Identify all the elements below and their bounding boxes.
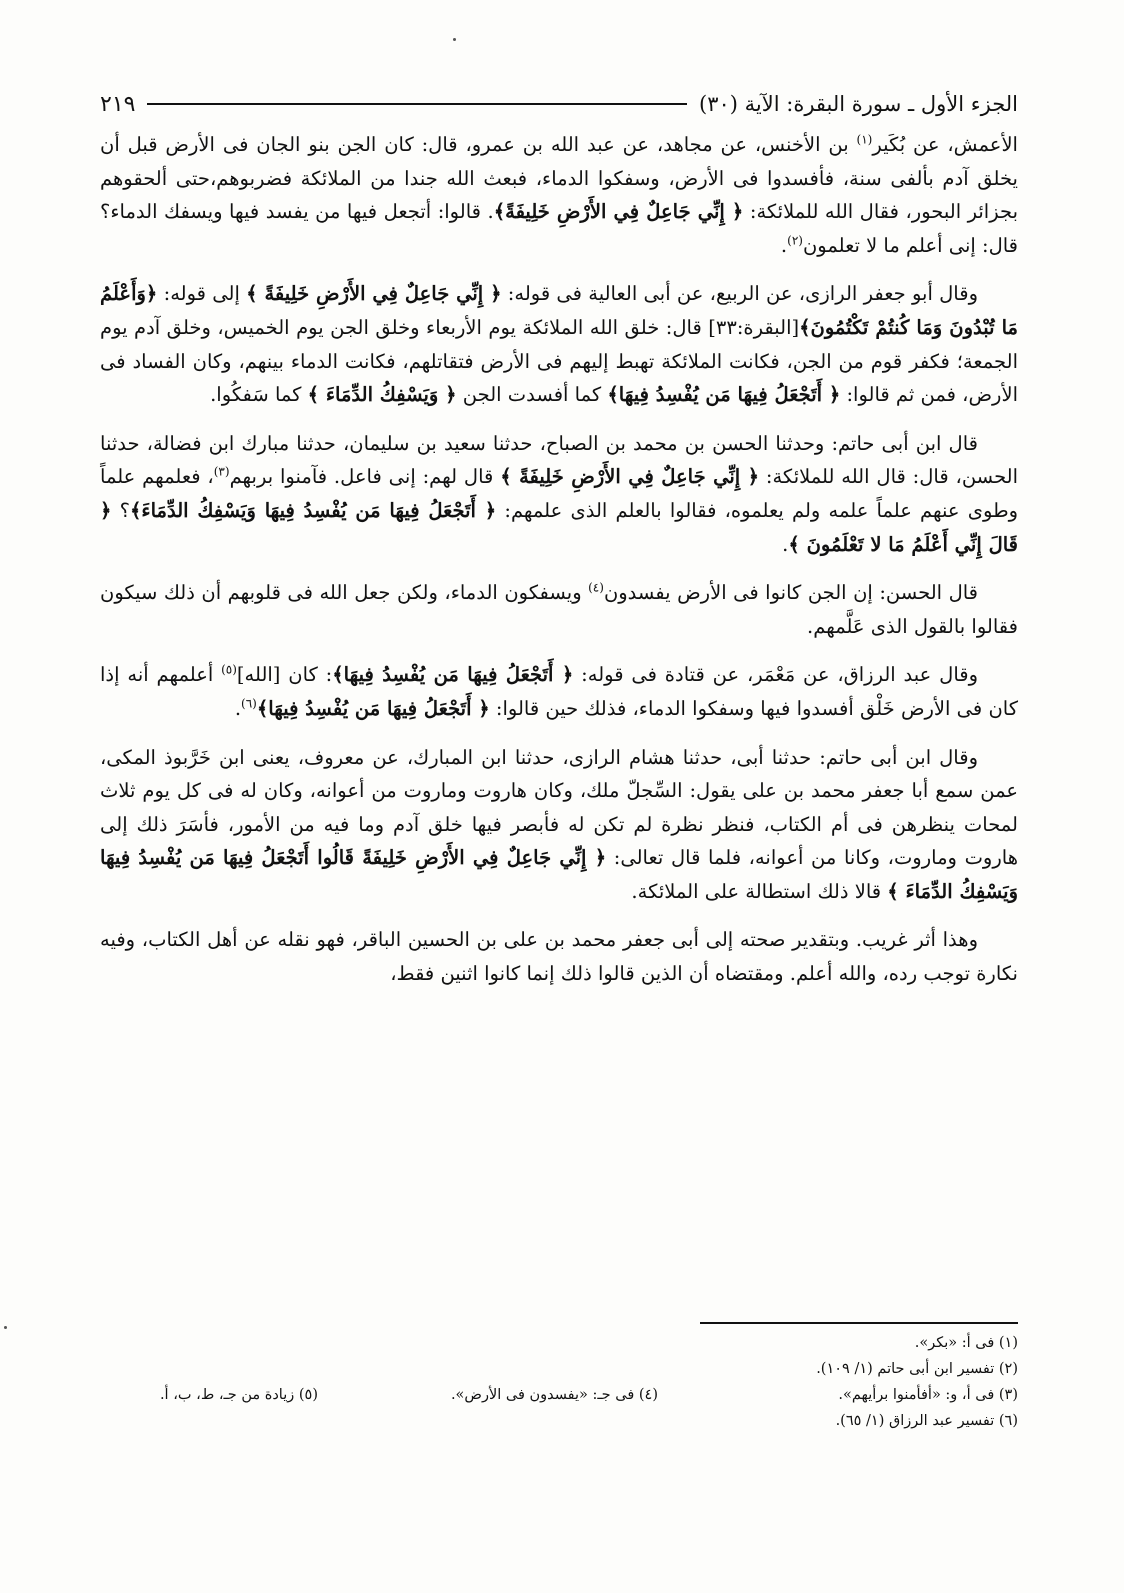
text-run: ، فعلمهم علماً وطوى عنهم علماً علمه ولم يعلموه، فقالوا بالعلم الذى علمهم: bbox=[100, 465, 1019, 522]
text-run: وهذا أثر غريب. وبتقدير صحته إلى أبى جعفر محمد بن على بن الحسين الباقر، فهو نقله عن أهل الكتاب، وفيه نكارة توجب رده، والله أعلم. ومقتضاه أن الذين قالوا ذلك إنما كانوا اثنين فقط، bbox=[100, 928, 1018, 986]
footnote-4: (٤) فى جـ: «يفسدون فى الأرض». bbox=[450, 1387, 658, 1403]
paragraph bbox=[100, 576, 1018, 643]
text-run: . bbox=[780, 233, 788, 257]
text-run: [البقرة:٣٣] قال: خلق الله الملائكة يوم الأربعاء وخلق الجن يوم الخميس، وخلق آدم يوم الجمعة؛ فكفر قوم من الجن، فكانت الملائكة تهبط إليهم فى الأرض فتقاتلهم، فكانت الدماء بينهم، وكان الفساد فى الأرض، فمن ثم قالوا: bbox=[100, 315, 1018, 407]
quran-quote: ﴿ إِنِّي جَاعِلٌ فِي الأَرْضِ خَلِيفَةً ﴾ bbox=[246, 282, 502, 306]
quran-quote: ﴿ وَيَسْفِكُ الدِّمَاءَ ﴾ bbox=[307, 383, 457, 407]
quran-quote: ﴿ قَالَ إِنِّي أَعْلَمُ مَا لا تَعْلَمُونَ ﴾ bbox=[100, 498, 1018, 556]
text-run: وقال أبو جعفر الرازى، عن الربيع، عن أبى العالية فى قوله: bbox=[501, 282, 978, 306]
scan-speck bbox=[453, 38, 456, 41]
quran-quote: ﴿وَأَعْلَمُ مَا تُبْدُونَ وَمَا كُنتُمْ تَكْتُمُونَ﴾ bbox=[100, 282, 1018, 339]
text-run: قال ابن أبى حاتم: وحدثنا الحسن بن محمد بن الصباح، حدثنا سعيد بن سليمان، حدثنا مبارك ابن فضالة، حدثنا الحسن، قال: قال الله للملائكة: bbox=[100, 431, 1019, 489]
paragraph bbox=[100, 128, 1018, 262]
text-run: ؟ bbox=[111, 498, 130, 522]
footnote-ref: (٣) bbox=[213, 464, 230, 479]
footnote-ref: (٢) bbox=[787, 233, 803, 248]
quran-quote: ﴿ أَتَجْعَلُ فِيهَا مَن يُفْسِدُ فِيهَا﴾ bbox=[256, 696, 490, 720]
footnote-ref: (٦) bbox=[241, 696, 257, 711]
paragraph bbox=[100, 741, 1018, 909]
text-run: . bbox=[234, 696, 242, 720]
footnote-separator bbox=[700, 1322, 1018, 1324]
text-run: الأعمش، عن بُكَير bbox=[872, 133, 1018, 156]
footnote-3: (٣) فى أ، و: «أفأمنوا برأيهم». bbox=[838, 1387, 1018, 1403]
text-run: : كان [الله] bbox=[236, 663, 333, 687]
quran-quote: ﴿ أَتَجْعَلُ فِيهَا مَن يُفْسِدُ فِيهَا﴾ bbox=[607, 383, 841, 407]
text-run: وقال ابن أبى حاتم: حدثنا أبى، حدثنا هشام الرازى، حدثنا ابن المبارك، عن معروف، يعنى ابن خَرَّبوذ المكى، عمن سمع أبا جعفر محمد بن على يقول: السِّجلّ ملك، وكان هاروت وماروت من أعوانه، وكان له فى كل يوم ثلاث لمحات ينظرهن فى أم الكتاب، فنظر نظرة لم تكن له فأبصر فيها خلق آدم وما فيه من الأمور، فأسَرَ ذلك إلى هاروت وماروت، وكانا من أعوانه، فلما قال تعالى: bbox=[100, 745, 1018, 870]
text-run: قالا ذلك استطالة على الملائكة. bbox=[631, 879, 888, 903]
footnote-2: (٢) تفسير ابن أبى حاتم (١/ ١٠٩). bbox=[816, 1361, 1018, 1377]
quran-quote: ﴿ أَتَجْعَلُ فِيهَا مَن يُفْسِدُ فِيهَا وَيَسْفِكُ الدِّمَاءَ﴾ bbox=[130, 498, 497, 522]
footnotes bbox=[100, 1330, 1018, 1434]
footnote-ref: (١) bbox=[856, 132, 873, 147]
text-run: بن الأخنس، عن مجاهد، عن عبد الله بن عمرو، قال: كان الجن بنو الجان فى الأرض قبل أن يخلق آدم بألفى سنة، فأفسدوا فى الأرض، وسفكوا الدماء، فبعث الله جندا من الملائكة فضربوهم،حتى ألحقوهم بجزائر البحور، فقال الله للملائكة: bbox=[100, 133, 1018, 224]
page-number: ٢١٩ bbox=[100, 91, 136, 117]
text-run: قال الحسن: إن الجن كانوا فى الأرض يفسدون bbox=[603, 581, 979, 605]
quran-quote: ﴿ إِنِّي جَاعِلٌ فِي الأَرْضِ خَلِيفَةً﴾ bbox=[493, 200, 744, 224]
text-run: وقال عبد الرزاق، عن مَعْمَر، عن قتادة فى قوله: bbox=[573, 663, 979, 687]
footnote-ref: (٥) bbox=[221, 662, 237, 677]
paragraph bbox=[100, 658, 1018, 725]
text-run: أعلمهم أنه إذا كان فى الأرض خَلْق أفسدوا فيها وسفكوا الدماء، فذلك حين قالوا: bbox=[100, 663, 1018, 720]
main-text bbox=[100, 128, 1018, 991]
header-rule bbox=[147, 103, 687, 105]
quran-quote: ﴿ إِنِّي جَاعِلٌ فِي الأَرْضِ خَلِيفَةً ﴾ bbox=[500, 465, 760, 489]
footnote-5: (٥) زيادة من جـ، ط، ب، أ. bbox=[159, 1387, 318, 1403]
footnote-row bbox=[100, 1382, 1018, 1408]
paragraph bbox=[100, 923, 1018, 990]
footnote-1: (١) فى أ: «بكر». bbox=[914, 1335, 1018, 1351]
text-run: إلى قوله: bbox=[157, 282, 247, 306]
text-run: كما سَفكُوا. bbox=[210, 383, 308, 407]
text-run: . bbox=[782, 532, 789, 556]
scan-speck bbox=[4, 1326, 7, 1329]
text-run: كما أفسدت الجن bbox=[456, 383, 608, 407]
quran-quote: ﴿ إِنِّي جَاعِلٌ فِي الأَرْضِ خَلِيفَةً قَالُوا أَتَجْعَلُ فِيهَا مَن يُفْسِدُ فِيهَا وَيَسْفِكُ الدِّمَاءَ ﴾ bbox=[100, 846, 1018, 903]
header-title: الجزء الأول ـ سورة البقرة: الآية (٣٠) bbox=[699, 92, 1018, 116]
text-run: قال لهم: إنى فاعل. فآمنوا بربهم bbox=[229, 465, 501, 489]
quran-quote: ﴿ أَتَجْعَلُ فِيهَا مَن يُفْسِدُ فِيهَا﴾ bbox=[332, 663, 574, 687]
footnote-ref: (٤) bbox=[588, 580, 604, 595]
text-run: ويسفكون الدماء، ولكن جعل الله فى قلوبهم أن ذلك سيكون فقالوا بالقول الذى عَلَّمهم. bbox=[100, 581, 1018, 638]
paragraph bbox=[100, 427, 1018, 561]
running-header bbox=[100, 86, 1018, 122]
text-run: . قالوا: أتجعل فيها من يفسد فيها ويسفك الدماء؟ قال: إنى أعلم ما لا تعلمون bbox=[100, 200, 1018, 257]
paragraph bbox=[100, 277, 1018, 411]
footnote-6: (٦) تفسير عبد الرزاق (١/ ٦٥). bbox=[835, 1413, 1018, 1429]
